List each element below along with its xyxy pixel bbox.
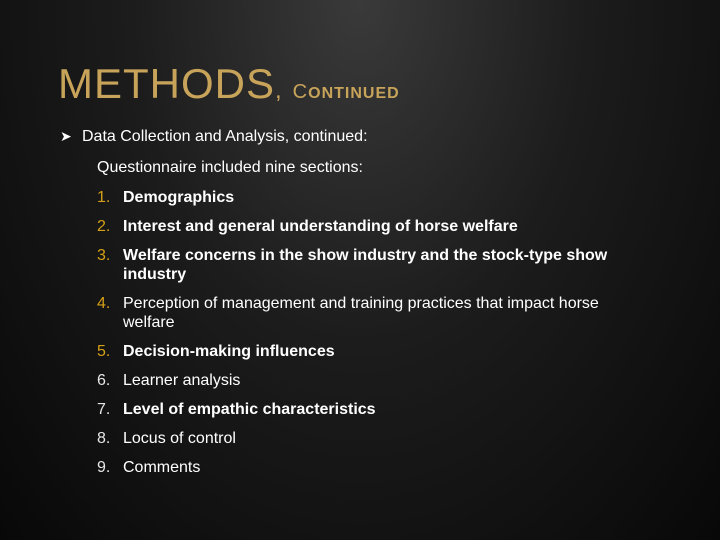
list-item-number: 7. [97,401,111,418]
list-item-number: 9. [97,459,111,476]
list-item-text: Perception of management and training practices that impact horse welfare [123,295,599,331]
bullet-item [60,128,368,146]
slide-title [58,60,400,108]
list-item-text: Decision-making influences [123,343,335,360]
list-item [97,188,643,207]
list-item-text: Demographics [123,189,235,206]
list-item-text: Locus of control [123,430,236,447]
list-item-number: 1. [97,189,111,206]
bullet-text: Data Collection and Analysis, continued: [82,128,368,145]
list-item-number: 2. [97,218,111,235]
list-item-text: Welfare concerns in the show industry and the stock-type show industry [123,247,608,283]
title-comma: , [275,77,283,104]
list-item-number: 3. [97,247,111,264]
list-item-number: 8. [97,430,111,447]
list-item-number: 5. [97,343,111,360]
list-item-text: Interest and general understanding of horse welfare [123,218,518,235]
list-item [97,371,643,390]
list-item-number: 4. [97,295,111,312]
list-item [97,246,643,284]
arrow-bullet-icon: ➤ [60,128,72,144]
subhead: Questionnaire included nine sections: [97,159,363,176]
list-item-number: 6. [97,372,111,389]
list-item-text: Comments [123,459,201,476]
list-item [97,400,643,419]
list-item [97,294,643,332]
list-item [97,217,643,236]
list-item [97,429,643,448]
title-main: METHODS [58,60,275,107]
title-sub-rest: ONTINUED [308,85,400,102]
list-item [97,342,643,361]
title-sub-cap: C [292,81,309,103]
list-item-text: Level of empathic characteristics [123,401,376,418]
sections-list [97,188,643,487]
list-item [97,458,643,477]
list-item-text: Learner analysis [123,372,241,389]
